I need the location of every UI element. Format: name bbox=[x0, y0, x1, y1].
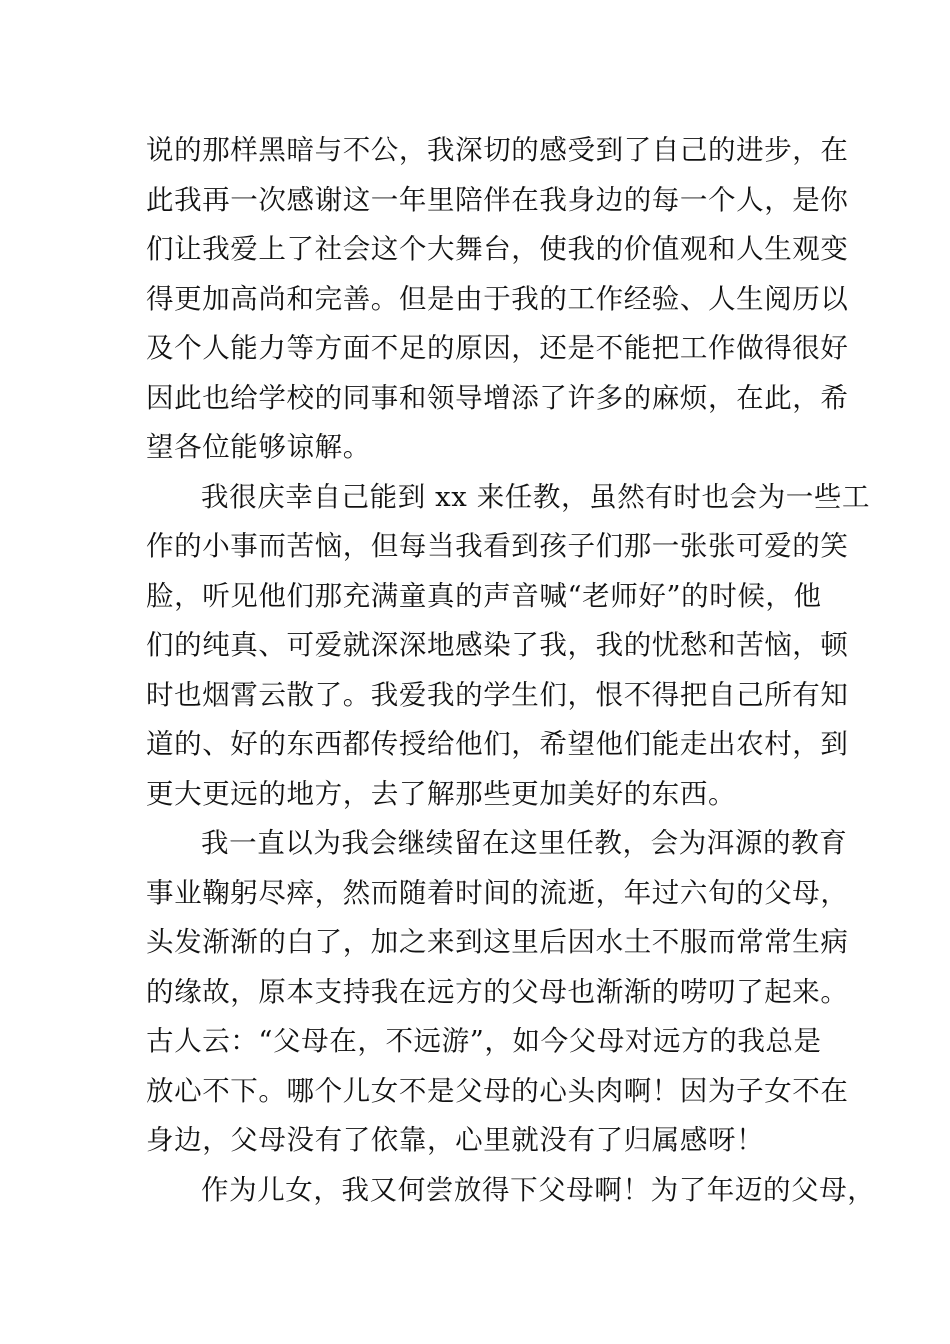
text-line: 因此也给学校的同事和领导增添了许多的麻烦，在此，希 bbox=[146, 381, 849, 414]
text-line: 脸，听见他们那充满童真的声音喊“老师好”的时候，他 bbox=[146, 579, 822, 612]
text-line: 更大更远的地方，去了解那些更加美好的东西。 bbox=[146, 777, 737, 810]
text-line: 说的那样黑暗与不公，我深切的感受到了自己的进步，在 bbox=[146, 134, 849, 166]
paragraph-1 bbox=[146, 126, 849, 473]
text-line: 们让我爱上了社会这个大舞台，使我的价值观和人生观变 bbox=[146, 233, 849, 265]
text-line: 们的纯真、可爱就深深地感染了我，我的忧愁和苦恼，顿 bbox=[146, 629, 849, 661]
text-line: 我很庆幸自己能到 xx 来任教，虽然有时也会为一些工 bbox=[201, 480, 871, 513]
text-line: 身边，父母没有了依靠，心里就没有了归属感呀！ bbox=[146, 1124, 765, 1156]
paragraph-2 bbox=[146, 473, 871, 820]
text-line: 的缘故，原本支持我在远方的父母也渐渐的唠叨了起来。 bbox=[146, 975, 849, 1008]
document-body bbox=[146, 126, 876, 1215]
text-line: 时也烟霄云散了。我爱我的学生们，恨不得把自己所有知 bbox=[146, 678, 849, 711]
text-line: 此我再一次感谢这一年里陪伴在我身边的每一个人，是你 bbox=[146, 183, 849, 216]
text-line: 得更加高尚和完善。但是由于我的工作经验、人生阅历以 bbox=[146, 282, 849, 315]
text-line: 事业鞠躬尽瘁，然而随着时间的流逝，年过六旬的父母， bbox=[146, 876, 849, 909]
paragraph-4 bbox=[146, 1166, 876, 1216]
text-line: 放心不下。哪个儿女不是父母的心头肉啊！因为子女不在 bbox=[146, 1074, 849, 1107]
text-line: 及个人能力等方面不足的原因，还是不能把工作做得很好 bbox=[146, 332, 849, 364]
paragraph-3 bbox=[146, 819, 849, 1166]
text-line: 道的、好的东西都传授给他们，希望他们能走出农村，到 bbox=[146, 728, 849, 760]
text-line: 头发渐渐的白了，加之来到这里后因水土不服而常常生病 bbox=[146, 926, 849, 958]
text-line: 作为儿女，我又何尝放得下父母啊！为了年迈的父母， bbox=[201, 1173, 876, 1206]
text-line: 作的小事而苦恼，但每当我看到孩子们那一张张可爱的笑 bbox=[146, 530, 849, 562]
text-line: 古人云：“父母在，不远游”，如今父母对远方的我总是 bbox=[146, 1025, 822, 1057]
text-line: 望各位能够谅解。 bbox=[146, 431, 371, 463]
text-line: 我一直以为我会继续留在这里任教，会为洱源的教育 bbox=[201, 827, 848, 859]
